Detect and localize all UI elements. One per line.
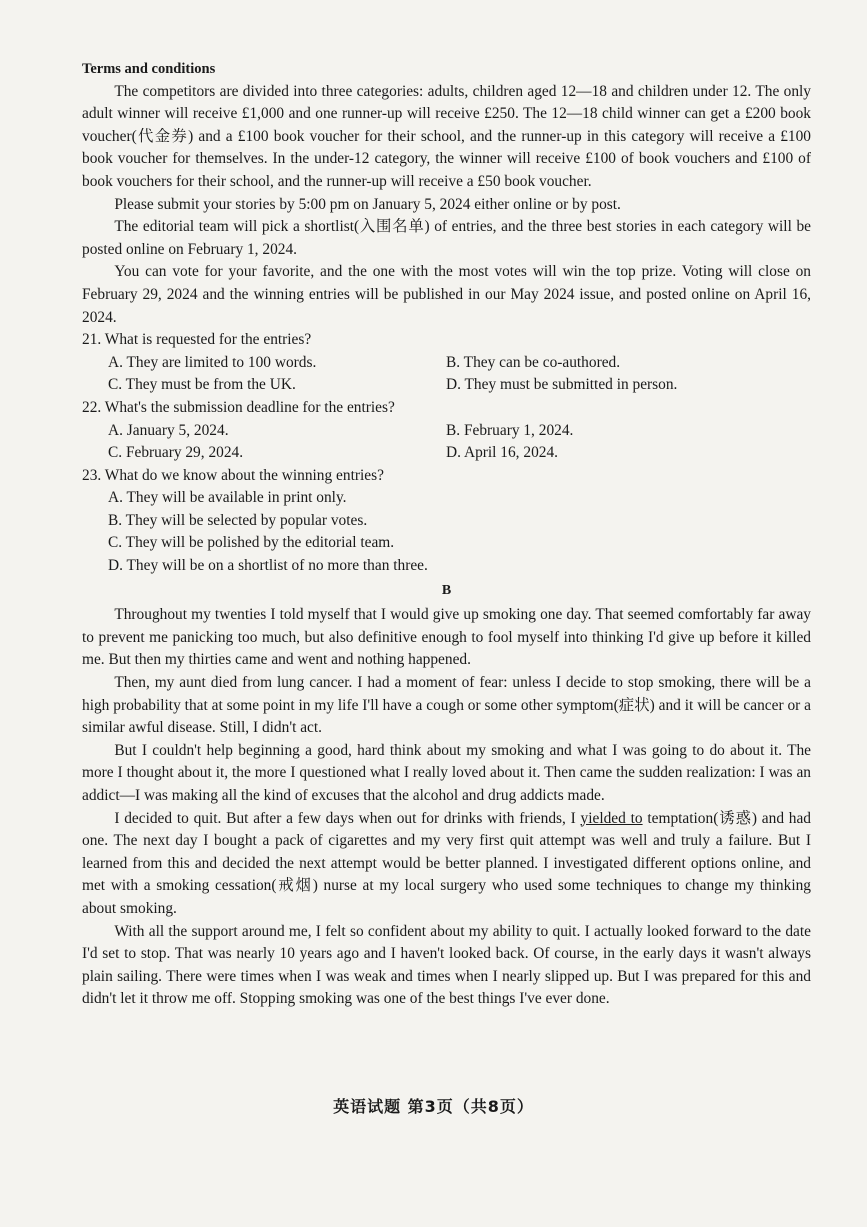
option-d: D. April 16, 2024. [446,444,559,462]
option-a: A. January 5, 2024. [108,421,229,439]
section-b-label: B [441,582,452,598]
option-b: B. February 1, 2024. [446,421,574,439]
text-before-underline: I decided to quit. But after a few days when out for drinks with friends, I [114,809,581,827]
paragraph-quit-attempt [82,808,811,921]
underlined-phrase: yielded to [580,809,643,827]
option-c: C. They must be from the UK. [108,376,296,394]
option-c: C. They will be polished by the editorial team. [108,534,395,552]
option-a: A. They will be available in print only. [108,489,347,507]
paragraph-twenties: Throughout my twenties I told myself that I would give up smoking one day. That seemed comfortably far away to prevent me panicking too much, but also definitive enough to fool myself into thinking I'd give up before it killed me. But then my thirties came and went and nothing happened. [82,606,811,669]
paragraph-support: With all the support around me, I felt so confident about my ability to quit. I actually looked forward to the date I'd set to stop. That was nearly 10 years ago and I haven't looked back. Of course, in the early days it wasn't always plain sailing. There were times when I was weak and times when I nearly slipped up. But I was prepared for this and didn't let it throw me off. Stopping smoking was one of the best things I've ever done. [82,922,811,1008]
option-c: C. February 29, 2024. [108,444,244,462]
paragraph-submission: Please submit your stories by 5:00 pm on January 5, 2024 either online or by post. [114,195,621,213]
question-stem: 23. What do we know about the winning entries? [82,466,384,484]
text-after-underline: temptation(诱惑) and had one. The next day I bought a pack of cigarettes and my very first quit attempt was well and truly a failure. But I learned from this and decided the next attempt would be better planned. I investigated different options online, and met with a smoking cessation(戒烟) nurse at my local surgery who used some techniques to change my thinking about smoking. [82,809,812,917]
paragraph-shortlist: The editorial team will pick a shortlist(入围名单) of entries, and the three best stories in each category will be posted online on February 1, 2024. [82,218,811,258]
question-23 [82,465,811,578]
paragraph-aunt: Then, my aunt died from lung cancer. I had a moment of fear: unless I decide to stop smoking, there will be a high probability that at some point in my life I'll have a cough or some other symptom(症状) and it will be cancer or a similar awful disease. Still, I didn't act. [82,674,811,737]
section-heading: Terms and conditions [82,61,216,77]
question-stem: 22. What's the submission deadline for the entries? [82,398,395,416]
question-stem: 21. What is requested for the entries? [82,331,312,349]
option-b: B. They will be selected by popular votes. [108,511,368,529]
paragraph-voting: You can vote for your favorite, and the one with the most votes will win the top prize. Voting will close on February 29, 2024 and the winning entries will be published in our May 2024 issue, and posted online on April 16, 2024. [82,263,811,326]
option-d: D. They will be on a shortlist of no more than three. [108,557,428,575]
question-21 [82,329,811,397]
page-footer: 英语试题 第3页（共8页） [333,1097,534,1116]
option-d: D. They must be submitted in person. [446,376,678,394]
option-b: B. They can be co-authored. [446,353,621,371]
paragraph-realization: But I couldn't help beginning a good, hard think about my smoking and what I was going to do about it. The more I thought about it, the more I questioned what I really loved about it. Then came the sudden realization: I was an addict—I was making all the kind of excuses that the alcohol and drug addicts made. [82,741,811,804]
question-22 [82,397,811,465]
paragraph-categories: The competitors are divided into three categories: adults, children aged 12—18 and children under 12. The only adult winner will receive £1,000 and one runner-up will receive £250. The 12—18 child winner can get a £200 book voucher(代金券) and a £100 book voucher for their school, and the runner-up in this category will receive a £100 book voucher for themselves. In the under-12 category, the winner will receive £100 of book vouchers and £100 of book vouchers for their school, and the runner-up will receive a £50 book voucher. [82,82,811,190]
option-a: A. They are limited to 100 words. [108,353,317,371]
